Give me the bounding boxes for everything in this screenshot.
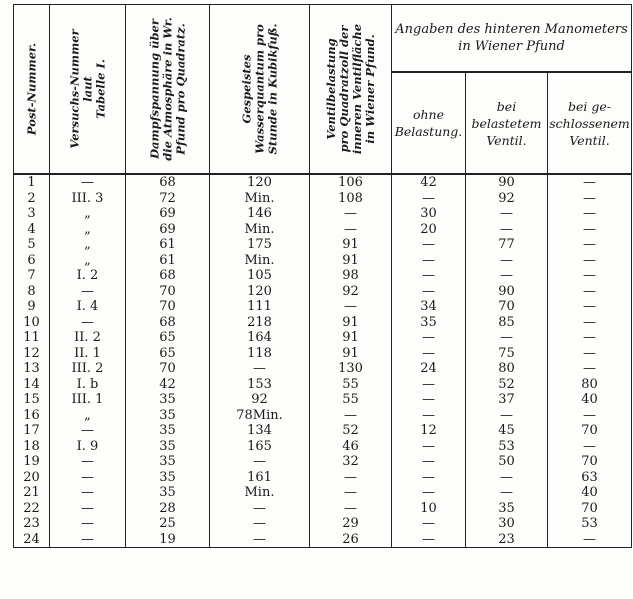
cell-ohne-belastung: 24 [392,361,466,377]
cell-belastetem-ventil: — [466,206,548,222]
cell-ohne-belastung: — [392,408,466,424]
table-row [14,222,632,238]
cell-ventilbelastung: 91 [310,330,392,346]
header-versuchs-nummer: Versuchs-Nummer laut Tabelle I. [50,5,126,175]
table-row [14,191,632,207]
cell-versuchs-nr: — [50,470,126,486]
cell-dampfspannung: 70 [126,299,210,315]
cell-belastetem-ventil: 90 [466,284,548,300]
cell-ventilbelastung: 108 [310,191,392,207]
cell-ohne-belastung: — [392,346,466,362]
cell-post-nr: 5 [14,237,50,253]
cell-ventilbelastung: 92 [310,284,392,300]
cell-ventilbelastung: 98 [310,268,392,284]
cell-post-nr: 1 [14,174,50,191]
cell-wasserquantum: 105 [210,268,310,284]
cell-geschlossenem-ventil: — [548,268,632,284]
cell-post-nr: 4 [14,222,50,238]
cell-belastetem-ventil: — [466,222,548,238]
cell-wasserquantum: — [210,501,310,517]
cell-geschlossenem-ventil: — [548,222,632,238]
cell-dampfspannung: 70 [126,361,210,377]
cell-geschlossenem-ventil: — [548,174,632,191]
cell-ventilbelastung: 26 [310,532,392,548]
cell-dampfspannung: 35 [126,423,210,439]
cell-dampfspannung: 69 [126,206,210,222]
table-row [14,392,632,408]
cell-belastetem-ventil: — [466,268,548,284]
cell-ventilbelastung: — [310,501,392,517]
cell-belastetem-ventil: 70 [466,299,548,315]
cell-wasserquantum: Min. [210,191,310,207]
cell-post-nr: 7 [14,268,50,284]
cell-geschlossenem-ventil: — [548,191,632,207]
cell-wasserquantum: 120 [210,174,310,191]
cell-dampfspannung: 68 [126,174,210,191]
cell-dampfspannung: 65 [126,346,210,362]
cell-ventilbelastung: — [310,299,392,315]
cell-geschlossenem-ventil: — [548,408,632,424]
cell-ohne-belastung: 30 [392,206,466,222]
cell-ohne-belastung: 42 [392,174,466,191]
cell-geschlossenem-ventil: 40 [548,485,632,501]
cell-belastetem-ventil: — [466,253,548,269]
table-row [14,439,632,455]
cell-ohne-belastung: — [392,377,466,393]
cell-wasserquantum: 165 [210,439,310,455]
cell-versuchs-nr: — [50,485,126,501]
cell-versuchs-nr: — [50,454,126,470]
cell-belastetem-ventil: 90 [466,174,548,191]
cell-ohne-belastung: 10 [392,501,466,517]
cell-post-nr: 2 [14,191,50,207]
table-row [14,423,632,439]
cell-post-nr: 14 [14,377,50,393]
cell-versuchs-nr: I. 4 [50,299,126,315]
cell-wasserquantum: Min. [210,253,310,269]
cell-ohne-belastung: 20 [392,222,466,238]
cell-post-nr: 21 [14,485,50,501]
cell-wasserquantum: — [210,532,310,548]
cell-post-nr: 23 [14,516,50,532]
cell-ohne-belastung: — [392,439,466,455]
cell-geschlossenem-ventil: — [548,346,632,362]
cell-versuchs-nr: „ [50,253,126,269]
cell-belastetem-ventil: 50 [466,454,548,470]
cell-dampfspannung: 69 [126,222,210,238]
cell-geschlossenem-ventil: 70 [548,501,632,517]
header-belastetem-ventil: bei belastetem Ventil. [466,72,548,174]
cell-geschlossenem-ventil: — [548,330,632,346]
cell-ventilbelastung: 130 [310,361,392,377]
cell-ventilbelastung: 91 [310,315,392,331]
cell-belastetem-ventil: — [466,485,548,501]
cell-geschlossenem-ventil: — [548,439,632,455]
cell-post-nr: 24 [14,532,50,548]
cell-versuchs-nr: — [50,516,126,532]
cell-ventilbelastung: 29 [310,516,392,532]
cell-dampfspannung: 35 [126,408,210,424]
table-row [14,501,632,517]
header-dampfspannung: Dampfspannung über die Atmosphäre in Wr. Pfund pro Quadratz. [126,5,210,175]
cell-wasserquantum: 111 [210,299,310,315]
cell-belastetem-ventil: 80 [466,361,548,377]
cell-belastetem-ventil: 30 [466,516,548,532]
cell-dampfspannung: 19 [126,532,210,548]
cell-ohne-belastung: — [392,532,466,548]
cell-belastetem-ventil: 52 [466,377,548,393]
cell-geschlossenem-ventil: — [548,299,632,315]
cell-versuchs-nr: II. 2 [50,330,126,346]
cell-wasserquantum: 78Min. [210,408,310,424]
cell-versuchs-nr: I. 2 [50,268,126,284]
cell-ventilbelastung: — [310,470,392,486]
cell-belastetem-ventil: 53 [466,439,548,455]
cell-wasserquantum: Min. [210,485,310,501]
cell-post-nr: 12 [14,346,50,362]
cell-wasserquantum: 120 [210,284,310,300]
cell-ohne-belastung: 12 [392,423,466,439]
header-post-nummer: Post-Nummer. [14,5,50,175]
cell-dampfspannung: 70 [126,284,210,300]
cell-geschlossenem-ventil: 80 [548,377,632,393]
cell-ventilbelastung: — [310,485,392,501]
table-row [14,284,632,300]
header-ventilbelastung: Ventilbelastung pro Quadratzoll der inneren Ventilfläche in Wiener Pfund. [310,5,392,175]
cell-geschlossenem-ventil: — [548,532,632,548]
cell-belastetem-ventil: 45 [466,423,548,439]
cell-dampfspannung: 35 [126,392,210,408]
cell-belastetem-ventil: 23 [466,532,548,548]
cell-versuchs-nr: „ [50,237,126,253]
cell-ventilbelastung: — [310,222,392,238]
cell-ohne-belastung: — [392,268,466,284]
cell-belastetem-ventil: — [466,470,548,486]
cell-dampfspannung: 61 [126,237,210,253]
cell-wasserquantum: Min. [210,222,310,238]
table-row [14,532,632,548]
cell-post-nr: 8 [14,284,50,300]
cell-versuchs-nr: — [50,501,126,517]
cell-dampfspannung: 35 [126,485,210,501]
table-row [14,253,632,269]
cell-ventilbelastung: 55 [310,392,392,408]
cell-ohne-belastung: — [392,454,466,470]
cell-dampfspannung: 72 [126,191,210,207]
cell-ohne-belastung: — [392,470,466,486]
table-row [14,346,632,362]
cell-ventilbelastung: 106 [310,174,392,191]
cell-wasserquantum: 146 [210,206,310,222]
cell-geschlossenem-ventil: 70 [548,454,632,470]
header-manometer-group: Angaben des hinteren Manometers in Wiener Pfund [392,5,632,73]
cell-dampfspannung: 68 [126,315,210,331]
cell-ohne-belastung: — [392,191,466,207]
table-row [14,408,632,424]
cell-ventilbelastung: 55 [310,377,392,393]
table-row [14,315,632,331]
cell-belastetem-ventil: 35 [466,501,548,517]
cell-geschlossenem-ventil: 40 [548,392,632,408]
cell-ohne-belastung: — [392,253,466,269]
table-row [14,485,632,501]
cell-wasserquantum: 118 [210,346,310,362]
cell-versuchs-nr: — [50,532,126,548]
cell-geschlossenem-ventil: 63 [548,470,632,486]
cell-wasserquantum: 134 [210,423,310,439]
cell-ohne-belastung: — [392,516,466,532]
cell-versuchs-nr: „ [50,408,126,424]
cell-post-nr: 20 [14,470,50,486]
cell-wasserquantum: 164 [210,330,310,346]
data-table [13,4,632,548]
cell-versuchs-nr: „ [50,222,126,238]
cell-post-nr: 19 [14,454,50,470]
cell-post-nr: 3 [14,206,50,222]
cell-ohne-belastung: — [392,485,466,501]
cell-belastetem-ventil: 77 [466,237,548,253]
cell-dampfspannung: 35 [126,439,210,455]
header-ohne-belastung: ohne Belastung. [392,72,466,174]
cell-geschlossenem-ventil: — [548,315,632,331]
cell-versuchs-nr: III. 3 [50,191,126,207]
cell-ventilbelastung: 91 [310,253,392,269]
cell-versuchs-nr: III. 1 [50,392,126,408]
cell-geschlossenem-ventil: — [548,284,632,300]
cell-ohne-belastung: — [392,392,466,408]
cell-dampfspannung: 35 [126,454,210,470]
cell-post-nr: 18 [14,439,50,455]
cell-belastetem-ventil: — [466,330,548,346]
cell-geschlossenem-ventil: — [548,253,632,269]
table-row [14,470,632,486]
cell-ohne-belastung: 35 [392,315,466,331]
table-row [14,299,632,315]
cell-belastetem-ventil: 75 [466,346,548,362]
cell-dampfspannung: 65 [126,330,210,346]
cell-ohne-belastung: — [392,330,466,346]
cell-versuchs-nr: I. 9 [50,439,126,455]
table-row [14,174,632,191]
cell-ohne-belastung: — [392,237,466,253]
cell-belastetem-ventil: 92 [466,191,548,207]
cell-dampfspannung: 61 [126,253,210,269]
cell-versuchs-nr: — [50,423,126,439]
cell-versuchs-nr: III. 2 [50,361,126,377]
cell-dampfspannung: 28 [126,501,210,517]
table-row [14,454,632,470]
table-body [14,174,632,548]
cell-geschlossenem-ventil: — [548,237,632,253]
cell-ventilbelastung: — [310,206,392,222]
table-row [14,330,632,346]
cell-ventilbelastung: 52 [310,423,392,439]
cell-ventilbelastung: — [310,408,392,424]
cell-wasserquantum: — [210,361,310,377]
cell-post-nr: 22 [14,501,50,517]
cell-ventilbelastung: 46 [310,439,392,455]
table-row [14,237,632,253]
cell-wasserquantum: 161 [210,470,310,486]
cell-post-nr: 10 [14,315,50,331]
cell-versuchs-nr: I. b [50,377,126,393]
cell-ventilbelastung: 32 [310,454,392,470]
cell-ventilbelastung: 91 [310,237,392,253]
cell-geschlossenem-ventil: — [548,206,632,222]
cell-versuchs-nr: — [50,174,126,191]
cell-versuchs-nr: — [50,284,126,300]
cell-post-nr: 15 [14,392,50,408]
cell-ohne-belastung: 34 [392,299,466,315]
cell-post-nr: 13 [14,361,50,377]
cell-versuchs-nr: „ [50,206,126,222]
cell-wasserquantum: 153 [210,377,310,393]
cell-versuchs-nr: II. 1 [50,346,126,362]
cell-geschlossenem-ventil: — [548,361,632,377]
cell-post-nr: 9 [14,299,50,315]
cell-ventilbelastung: 91 [310,346,392,362]
cell-wasserquantum: — [210,516,310,532]
table-row [14,377,632,393]
cell-geschlossenem-ventil: 70 [548,423,632,439]
cell-dampfspannung: 25 [126,516,210,532]
cell-post-nr: 6 [14,253,50,269]
cell-geschlossenem-ventil: 53 [548,516,632,532]
cell-post-nr: 11 [14,330,50,346]
table-row [14,268,632,284]
table-header [14,5,632,175]
cell-post-nr: 16 [14,408,50,424]
header-wasserquantum: Gespeistes Wasserquantum pro Stunde in Kubikfuß. [210,5,310,175]
table-row [14,361,632,377]
cell-dampfspannung: 35 [126,470,210,486]
cell-versuchs-nr: — [50,315,126,331]
cell-dampfspannung: 42 [126,377,210,393]
cell-belastetem-ventil: — [466,408,548,424]
cell-post-nr: 17 [14,423,50,439]
cell-wasserquantum: 175 [210,237,310,253]
cell-belastetem-ventil: 85 [466,315,548,331]
header-geschlossenem-ventil: bei ge- schlossenem Ventil. [548,72,632,174]
cell-ohne-belastung: — [392,284,466,300]
cell-wasserquantum: 92 [210,392,310,408]
cell-dampfspannung: 68 [126,268,210,284]
cell-belastetem-ventil: 37 [466,392,548,408]
cell-wasserquantum: — [210,454,310,470]
cell-wasserquantum: 218 [210,315,310,331]
table-row [14,516,632,532]
table-row [14,206,632,222]
